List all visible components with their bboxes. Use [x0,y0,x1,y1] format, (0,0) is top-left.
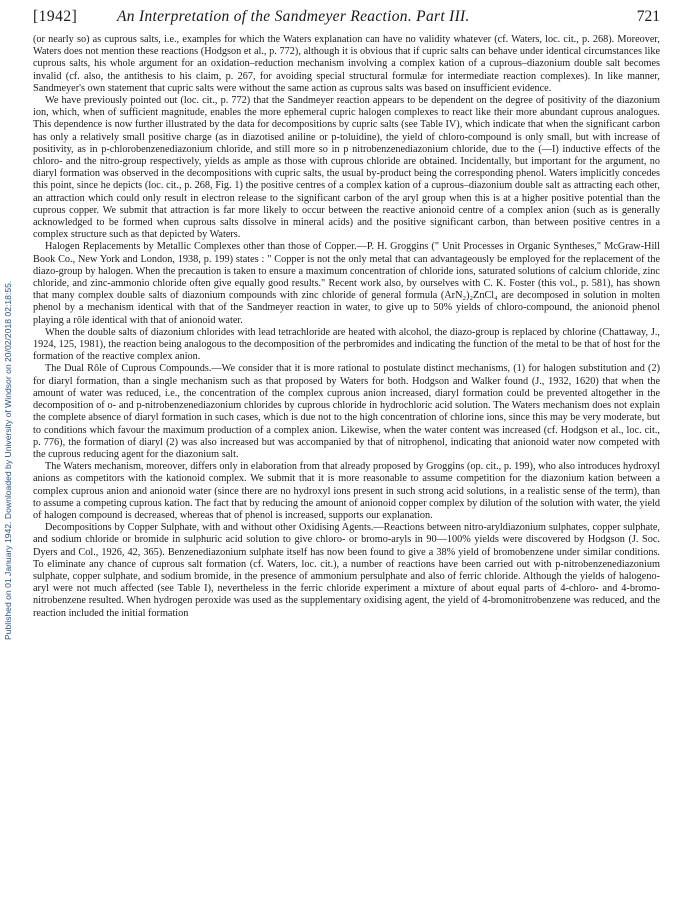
header-title: An Interpretation of the Sandmeyer Reaction. Part III. [117,8,470,25]
download-notice: Published on 01 January 1942. Downloaded by University of Windsor on 20/02/2018 02:18:55. [3,280,13,640]
article-body [33,34,660,620]
paragraph-4: When the double salts of diazonium chlorides with lead tetrachloride are heated with alcohol, the diazo-group is replaced by chlorine (Chattaway, J., 1924, 125, 1981), the reaction being analogous to the decomposition of the perbromides and indicating the function of the metal to be that of host for the formation of the reactive complex anion. [33,326,660,363]
page-header [33,8,660,34]
paragraph-5: The Dual Rôle of Cuprous Compounds.—We consider that it is more rational to postulate distinct mechanisms, (1) for halogen substitution and (2) for diaryl formation, than a single mechanism such as that proposed by Waters for both. Hodgson and Walker found (J., 1932, 1620) that when the amount of water was reduced, i.e., the concentration of the complex cuprous anion increased, diaryl formation could be prevented altogether in the decomposition of o- and p-nitrobenzenediazonium chlorides by cuprous chloride in hydrochloric acid solution. The Waters mechanism does not explain the complete absence of diaryl formation in such cases, which is due not to the high concentration of chlorine ions, since this may be very moderate, but to conditions which favour the maximum production of a complex anion. Likewise, when the water content was increased (cf. Hodgson et al., loc. cit., p. 776), the formation of diaryl (2) was also increased but was accompanied by that of nitrophenol, indicating that anionoid water now competed with the cuprous reducing agent for the diazonium salt. [33,363,660,460]
paragraph-2: We have previously pointed out (loc. cit., p. 772) that the Sandmeyer reaction appears to be dependent on the degree of positivity of the diazonium ion, which, when of sufficient magnitude, enables the more ephemeral cupric halogen complexes to react like their more abundant cuprous analogues. This dependence is now further illustrated by the data for decompositions by cupric salts (see Table IV), which indicate that when the significant carbon has only a relatively small positive charge (as in diazotised aniline or p-toluidine), the yield of chloro-compound is only small, but with increase of positivity, as in p-chlorobenzenediazonium chloride, and still more so in p nitrobenzenediazonium chloride, due to the (—I) inductive effects of the chloro- and the nitro-group respectively, yields as ample as those with cuprous chloride are obtained. Incidentally, but important for the argument, no diaryl formation was observed in the decompositions with cupric salts, the usual by-product being the corresponding phenol. Waters implicitly concedes this point, since he depicts (loc. cit., p. 268, Fig. 1) the positive centres of a complex kation of a cuprous–diazonium double salt as attracting each other, an attraction which could only result in electron release to the significant carbon of the aryl group when this is at a higher positive potential than the cuprous copper. We submit that attraction is far more likely to occur between the reactive anionoid centre of a complex anion (such as is generally acknowledged to be formed when cuprous salts dissolve in mineral acids) and the positive significant carbon, than between positive centres in a complex structure such as that depicted by Waters. [33,95,660,241]
paragraph-7: Decompositions by Copper Sulphate, with and without other Oxidising Agents.—Reactions between nitro-aryldiazonium sulphates, copper sulphate, and sodium chloride or bromide in sulphuric acid solution to give chloro- or bromo-aryls in 90—100% yields were discovered by Hodgson (J. Soc. Dyers and Col., 1926, 42, 365). Benzenediazonium sulphate itself has now been found to give a 38% yield of bromobenzene under similar conditions. To eliminate any chance of cuprous salt formation (cf. Waters, loc. cit.), a number of reactions have been carried out with p-nitrobenzenediazonium sulphate, copper sulphate, and sodium bromide, in the presence of ammonium persulphate and also of ferric chloride. Although the yields of halogeno-aryl were not much affected (see Table I), nevertheless in the ferric chloride experiment a mixture of about equal parts of 4-chloro- and 4-bromo-nitrobenzene resulted. When hydrogen peroxide was used as the supplementary oxidising agent, the yield of 4-bromonitrobenzene was reduced, and the reaction included the initial formation [33,522,660,619]
paragraph-3: Halogen Replacements by Metallic Complexes other than those of Copper.—P. H. Groggins (" Unit Processes in Organic Syntheses," McGraw-Hill Book Co., New York and London, 1938, p. 199) states : " Copper is not the only metal that can advantageously be employed for the replacement of the diazo-group by halogen. When the precaution is taken to ensure a maximum concentration of chloride ions, saturated solutions of calcium chloride, zinc chloride, and zinc-ammonio chloride often give equally good results." Recent work also, by ourselves with C. K. Foster (this vol., p. 581), has shown that many complex double salts of diazonium compounds with zinc chloride of general formula (ArN₂)₂ZnCl₄ are decomposed in solution in molten phenol by a mechanism identical with that of the Sandmeyer reaction in water, to give up to 50% yields of chloro-compound, the anionoid phenol playing a rôle identical with that of anionoid water. [33,241,660,326]
page-number: 721 [636,8,660,25]
header-year: [1942] [33,8,78,25]
paragraph-1: (or nearly so) as cuprous salts, i.e., examples for which the Waters explanation can have no validity whatever (cf. Waters, loc. cit., p. 268). Moreover, Waters does not mention these reactions (Hodgson et al., p. 772), although it is obvious that if cupric salts can behave under identical circumstances like cuprous salts, his whole argument for an oxidation–reduction mechanism involving a complex kation of a cuprous–diazonium double salt becomes invalid (cf. also, the antithesis to his claim, p. 267, for avoiding special structural formulæ for intermediate reaction complexes). In like manner, Sandmeyer's own statement that cupric salts were without the same action as cuprous salts was based on insufficient evidence. [33,34,660,94]
paragraph-6: The Waters mechanism, moreover, differs only in elaboration from that already proposed by Groggins (op. cit., p. 199), who also introduces hydroxyl anions as competitors with the kationoid complex. We submit that it is more reasonable to assume competition for the diazonium kation between a complex cuprous anion and anionoid water (since there are no hydroxyl ions present in such strong acid solutions, in a realistic sense of the term), than to assume a competing cuprous kation. The fact that by reducing the amount of anionoid copper complex by dilution of the solution with water, the yield of halogen compound is decreased, whereas that of phenol is increased, supports our explanation. [33,461,660,521]
